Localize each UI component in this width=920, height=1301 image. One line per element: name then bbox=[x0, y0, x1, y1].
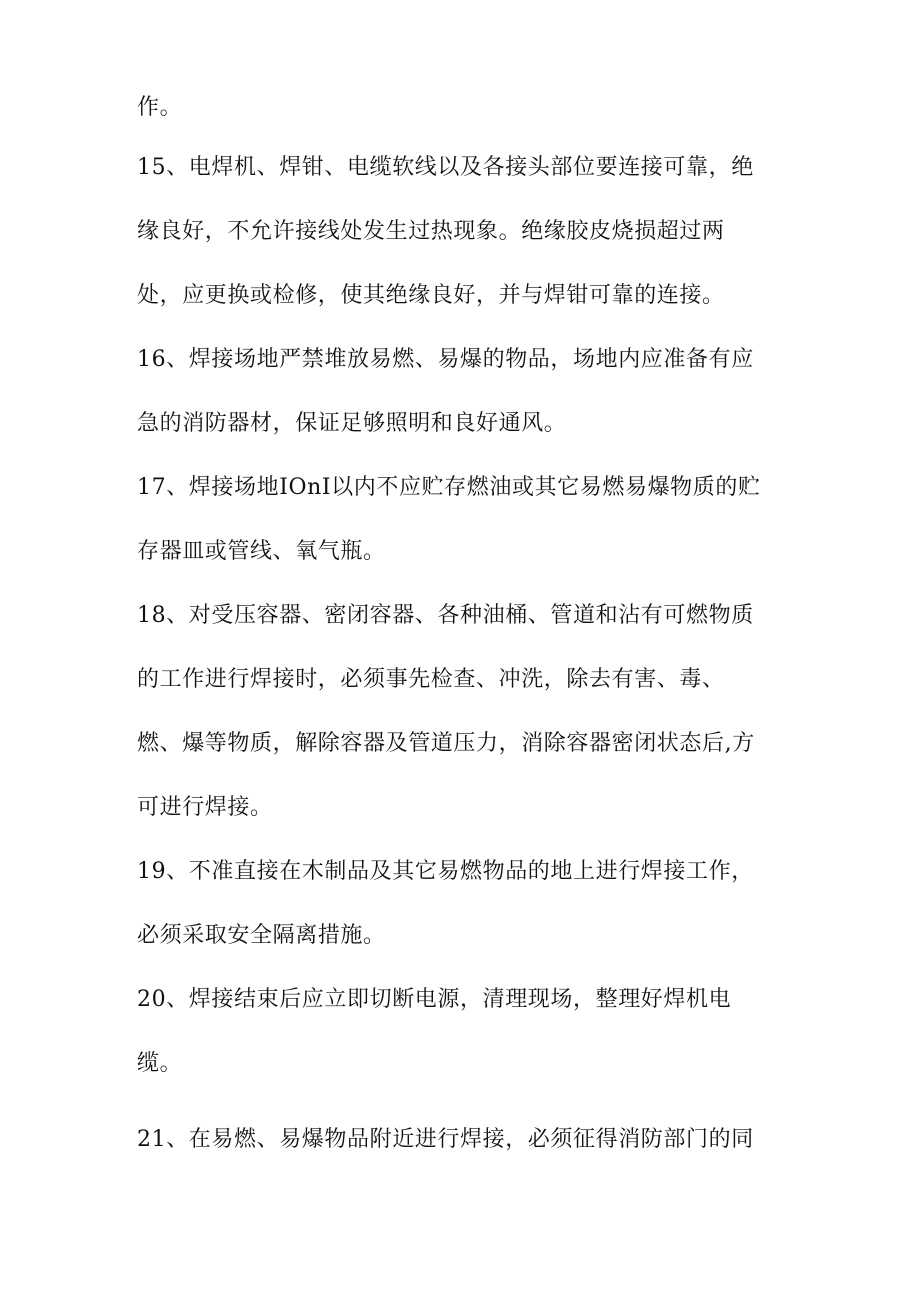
text-line: 处，应更换或检修，使其绝缘良好，并与焊钳可靠的连接。 bbox=[137, 283, 725, 308]
text-line: 作。 bbox=[137, 95, 183, 120]
text-line: 18、对受压容器、密闭容器、各种油桶、管道和沾有可燃物质 bbox=[137, 603, 754, 628]
text-line: 16、焊接场地严禁堆放易燃、易爆的物品，场地内应准备有应 bbox=[137, 347, 754, 372]
text-line: 17、焊接场地IOnI以内不应贮存燃油或其它易燃易爆物质的贮 bbox=[137, 475, 761, 500]
text-line: 19、不准直接在木制品及其它易燃物品的地上进行焊接工作， bbox=[137, 859, 754, 884]
text-line: 燃、爆等物质，解除容器及管道压力，消除容器密闭状态后,方 bbox=[137, 731, 755, 756]
text-line: 存器皿或管线、氧气瓶。 bbox=[137, 539, 386, 564]
text-line: 的工作进行焊接时，必须事先检查、冲洗，除去有害、毒、 bbox=[137, 667, 725, 692]
text-line: 必须采取安全隔离措施。 bbox=[137, 923, 386, 948]
text-line: 缘良好，不允许接线处发生过热现象。绝缘胶皮烧损超过两 bbox=[137, 219, 725, 244]
text-line: 15、电焊机、焊钳、电缆软线以及各接头部位要连接可靠，绝 bbox=[137, 155, 754, 180]
text-line: 20、焊接结束后应立即切断电源，清理现场，整理好焊机电 bbox=[137, 987, 732, 1012]
text-line: 缆。 bbox=[137, 1051, 183, 1076]
text-line: 21、在易燃、易爆物品附近进行焊接，必须征得消防部门的同 bbox=[137, 1127, 754, 1152]
text-line: 可进行焊接。 bbox=[137, 795, 273, 820]
text-line: 急的消防器材，保证足够照明和良好通风。 bbox=[137, 411, 567, 436]
